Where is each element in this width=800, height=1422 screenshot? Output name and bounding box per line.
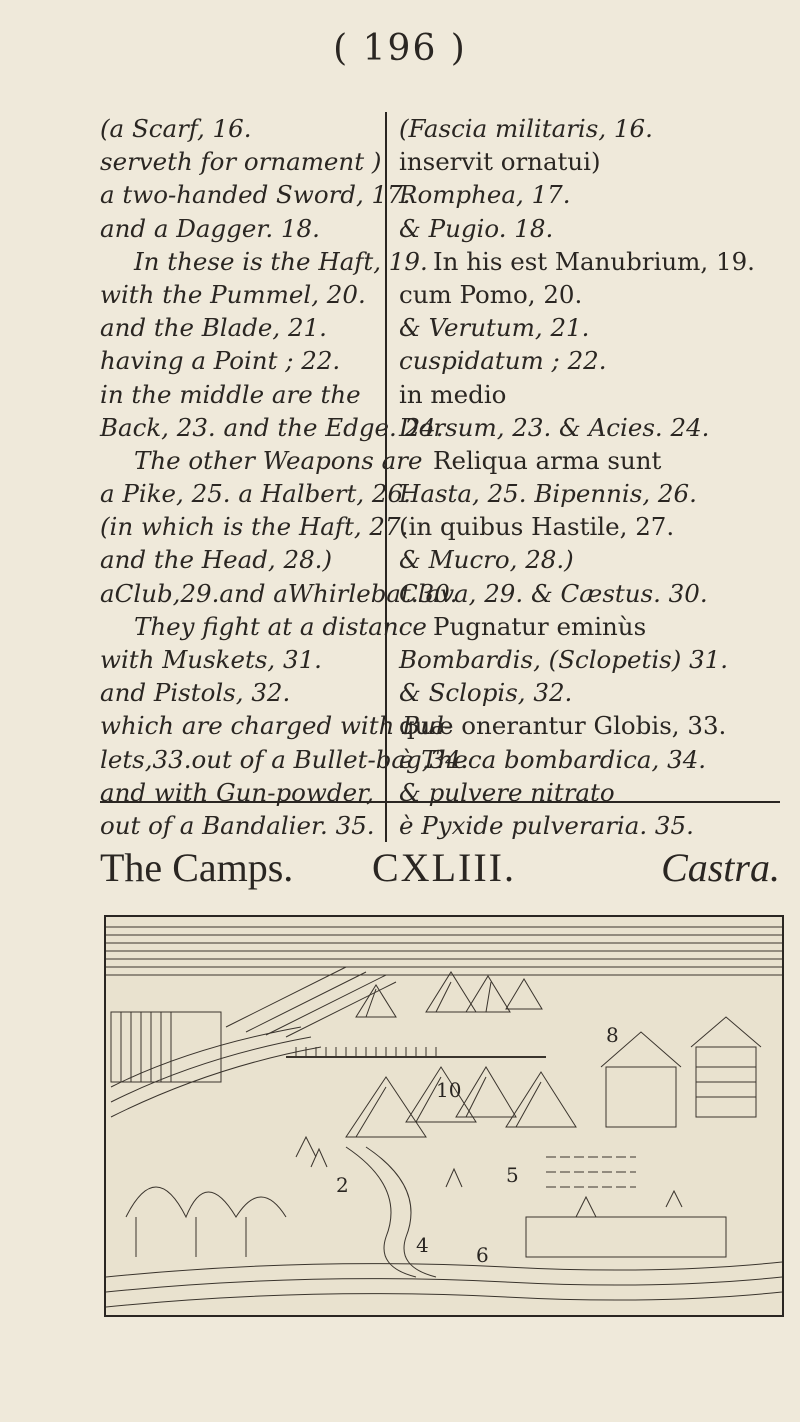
plate-label: 10 [436,1078,462,1102]
engraving-plate [104,915,784,1317]
english-line: and Pistols, 32. [100,678,291,708]
camp-road [346,1147,436,1277]
latin-line: è Pyxide pulveraria. 35. [399,810,694,840]
english-line: which are charged with Bul- [100,711,453,741]
english-line: The other Weapons are [134,445,423,475]
latin-line: & Verutum, 21. [399,313,590,343]
plate-label: 6 [476,1243,489,1267]
english-line: In these is the Haft, 19. [134,246,428,276]
latin-line: Reliqua arma sunt [433,445,662,475]
english-line: in the middle are the [100,379,361,409]
english-line: and with Gun-powder, [100,777,374,807]
latin-line: cuspidatum ; 22. [399,346,607,376]
latin-line: & Sclopis, 32. [399,678,573,708]
english-line: aClub,29.and aWhirlebat.30. [100,578,458,608]
english-line: and the Head, 28.) [100,545,333,575]
english-line: (a Scarf, 16. [100,114,252,143]
english-line: serveth for ornament ) [100,147,382,177]
left-fortification [111,1012,221,1082]
section-title-english: The Camps. [100,845,294,890]
latin-line: (Fascia militaris, 16. [399,114,653,143]
latin-line: è Theca bombardica, 34. [399,744,707,774]
english-line: They fight at a distance [134,611,427,641]
section-numeral: CXLIII. [372,845,516,890]
english-line: a two-handed Sword, 17. [100,180,411,210]
english-line: and a Dagger. 18. [100,213,320,243]
bilingual-text [100,112,780,842]
english-line: having a Point ; 22. [100,346,341,376]
plate-label: 2 [336,1173,349,1197]
latin-line: Dorsum, 23. & Acies. 24. [399,412,710,442]
latin-line: & pulvere nitrato [399,777,615,807]
latin-line: Bombardis, (Sclopetis) 31. [399,645,729,674]
english-line: Back, 23. and the Edge. 24. [100,412,444,442]
latin-column [385,112,780,842]
latin-line: Pugnatur eminùs [433,611,647,641]
latin-line: cum Pomo, 20. [399,279,583,309]
english-line: with the Pummel, 20. [100,279,366,309]
latin-line: (in quibus Hastile, 27. [399,512,675,542]
latin-line: Hasta, 25. Bipennis, 26. [399,479,697,509]
camp-engraving [106,917,782,1315]
latin-line: inservit ornatui) [399,147,601,177]
plate-label: 8 [606,1023,619,1047]
page-number: ( 196 ) [333,28,467,69]
distant-tents [356,972,542,1017]
right-hut [606,1067,676,1127]
latin-line: In his est Manubrium, 19. [433,246,755,276]
english-line: out of a Bandalier. 35. [100,810,375,840]
english-line: (in which is the Haft, 27. [100,512,409,542]
latin-line: in medio [399,379,507,409]
trees [126,1187,286,1217]
sky-hatching [106,927,782,975]
plate-label: 4 [416,1233,429,1257]
latin-line: Romphea, 17. [399,180,571,210]
latin-line: & Pugio. 18. [399,213,554,243]
latin-line: Clava, 29. & Cæstus. 30. [399,578,708,608]
english-line: with Muskets, 31. [100,645,322,674]
banner [526,1217,726,1257]
latin-line: & Mucro, 28.) [399,545,574,575]
english-line: lets,33.out of a Bullet-bag,34. [100,744,469,774]
section-divider [100,801,780,803]
plate-label: 5 [506,1163,519,1187]
english-line: and the Blade, 21. [100,313,327,343]
english-line: a Pike, 25. a Halbert, 26. [100,479,411,509]
latin-line: quæ onerantur Globis, 33. [399,711,727,741]
section-title-latin: Castra. [661,845,780,890]
